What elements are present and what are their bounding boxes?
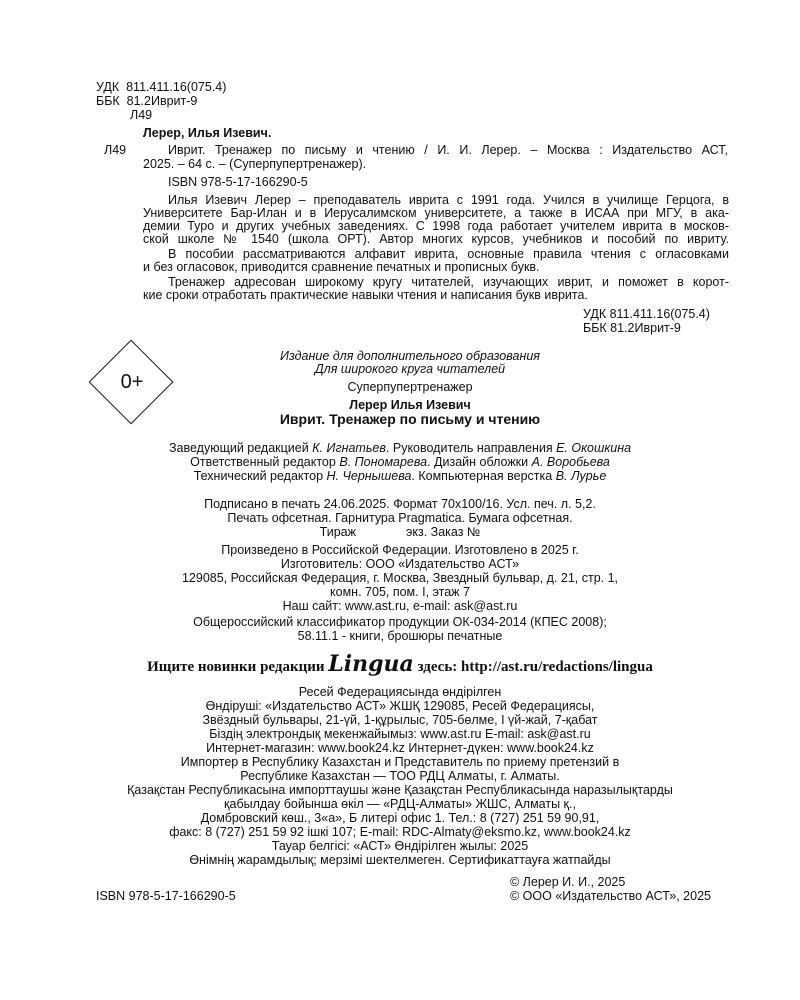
kz-line: Республике Казахстан — ТОО РДЦ Алматы, г. Алматы. [240,769,560,783]
staff-person: Н. Чернышева [326,469,412,483]
staff-person: В. Лурье [555,469,607,483]
footer-bbk: ББК 81.2Иврит-9 [583,321,681,335]
edition-title: Иврит. Тренажер по письму и чтению [279,411,541,427]
print-line2: Печать офсетная. Гарнитура Pragmatica. Бумага офсетная. [227,511,573,525]
annotation-p2-line1: В пособии рассматриваются алфавит иврита, основные правила чтения с огласовками [168,247,729,261]
record-title-line2: 2025. – 64 с. – (Суперпупертренажер). [143,157,367,171]
annotation-p3-line2: кие сроки отработать практические навыки чтения и написания букв иврита. [143,288,588,302]
copyright-author: © Лерер И. И., 2025 [510,875,626,889]
staff-role: . Руководитель направления [385,441,557,455]
lingua-logo-icon: Lingua [328,651,414,677]
kz-line: Домбровский көш., 3«а», Б литері офис 1. Тел.: 8 (727) 251 59 90,91, [200,811,600,825]
producer-line5: Наш сайт: www.ast.ru, e-mail: ask@ast.ru [282,599,518,613]
edition-purpose-line1: Издание для дополнительного образования [280,349,540,363]
staff-person: Е. Окошкина [556,441,632,455]
print-run-label: Тираж [319,525,356,539]
classifier-line1: Общероссийский классификатор продукции ОК-034-2014 (КПЕС 2008); [193,615,607,629]
annotation-p1-line2: Университете Бар-Илан и в Иерусалимском университете, а также в ИСАА при МГУ, в ака- [143,206,729,220]
annotation-p1-line4: ской школе № 1540 (школа ОРТ). Автор многих курсов, учебников и пособий по ивриту. [143,232,729,246]
producer-line3: 129085, Российская Федерация, г. Москва, Звездный бульвар, д. 21, стр. 1, [181,571,619,585]
promo-line [80,652,720,679]
udk-line [96,80,226,94]
staff-line2 [60,455,740,469]
staff-role: . Компьютерная верстка [411,469,556,483]
udk-label: УДК [96,80,120,94]
kz-line: қабылдау бойынша өкіл — «РДЦ-Алматы» ЖШС, Алматы қ., [224,797,576,811]
edition-purpose-line2: Для широкого круга читателей [314,362,506,376]
staff-role: Заведующий редакцией [168,441,313,455]
udk-value: 811.411.16(075.4) [126,80,227,94]
record-mark: Л49 [104,143,127,157]
annotation-p1-line3: демии Туро и других учебных заведениях. С 1998 года работает учителем иврита в москов- [143,219,729,233]
copyright-publisher: © ООО «Издательство АСТ», 2025 [510,889,711,903]
staff-role: . Дизайн обложки [427,455,532,469]
kz-line: Импортер в Республику Казахстан и Представитель по приему претензий в [180,755,620,769]
kz-line: Звёздный бульвары, 21-үй, 1-құрылыс, 705-бөлме, I үй-жай, 7-қабат [202,713,598,727]
bbk-label: ББК [96,94,120,108]
staff-person: К. Игнатьев [312,441,386,455]
record-title-line1: Иврит. Тренажер по письму и чтению / И. И. Лерер. – Москва : Издательство АСТ, [168,143,728,157]
record-isbn: ISBN 978-5-17-166290-5 [168,175,308,189]
staff-line1 [60,441,740,455]
annotation-p1-line1: Илья Изевич Лерер – преподаватель иврита с 1991 года. Учился в училище Герцога, в [168,193,729,207]
order-label: экз. Заказ № [406,525,481,539]
staff-role: Технический редактор [193,469,327,483]
annotation-p3-line1: Тренажер адресован широкому кругу читателей, изучающих иврит, и поможет в корот- [168,275,729,289]
staff-person: А. Воробьева [531,455,610,469]
print-line1: Подписано в печать 24.06.2025. Формат 70х100/16. Усл. печ. л. 5,2. [204,497,596,511]
bbk-value: 81.2Иврит-9 [126,94,198,108]
bbk-line [96,94,197,108]
producer-line1: Произведено в Российской Федерации. Изготовлено в 2025 г. [221,543,579,557]
print-line3 [60,525,740,539]
staff-role: Ответственный редактор [190,455,340,469]
kz-line: Тауар белгісі: «АСТ» Өндірілген жылы: 2025 [271,839,529,853]
author-mark: Л49 [130,108,153,122]
kz-line: Ресей Федерациясында өндірілген [298,685,502,699]
kz-line: Өнімнің жарамдылық; мерзімі шектелмеген. Сертификаттауға жатпайды [189,853,611,867]
edition-author: Лерер Илья Изевич [349,398,471,412]
bottom-isbn: ISBN 978-5-17-166290-5 [96,889,236,903]
kz-line: факс: 8 (727) 251 59 92 ішкі 107; E-mail: RDC-Almaty@eksmo.kz, www.book24.kz [169,825,631,839]
kz-line: Қазақстан Республикасына импорттаушы және Қазақстан Республикасында наразылықтарды [127,783,673,797]
promo-before: Ищите новинки редакции [147,659,325,675]
edition-series: Суперпупертренажер [347,380,473,394]
staff-person: В. Пономарева [339,455,428,469]
kz-line: Өндіруші: «Издательство АСТ» ЖШҚ 129085, Ресей Федерациясы, [205,699,595,713]
author-heading: Лерер, Илья Изевич. [143,126,272,140]
producer-line2: Изготовитель: ООО «Издательство АСТ» [280,557,520,571]
producer-line4: комн. 705, пом. I, этаж 7 [330,585,470,599]
classifier-line2: 58.11.1 - книги, брошюры печатные [297,629,503,643]
promo-after: здесь: http://ast.ru/redactions/lingua [417,659,653,675]
staff-line3 [60,469,740,483]
kz-line: Интернет-магазин: www.book24.kz Интернет-дүкен: www.book24.kz [206,741,594,755]
annotation-p2-line2: и без огласовок, приводится сравнение печатных и прописных букв. [143,260,540,274]
kz-line: Біздің электрондық мекенжайымыз: www.ast.ru E-mail: ask@ast.ru [209,727,591,741]
footer-udk: УДК 811.411.16(075.4) [583,307,710,321]
age-rating: 0+ [120,371,144,393]
